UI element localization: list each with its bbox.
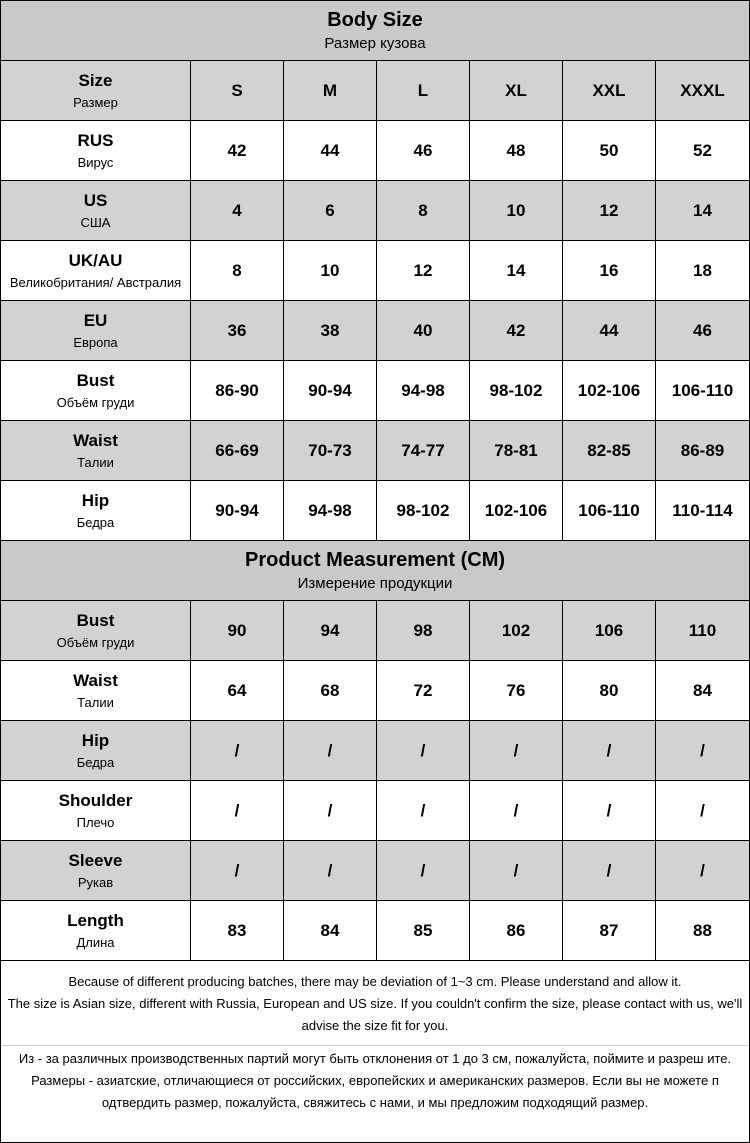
- cell-value: /: [234, 800, 240, 820]
- cell-value: 94-98: [401, 380, 445, 400]
- cell-value: XXL: [592, 80, 626, 100]
- cell-value: /: [700, 860, 705, 880]
- table-cell: [656, 421, 749, 481]
- cell-value: /: [234, 740, 240, 760]
- cell-value: 38: [320, 320, 340, 340]
- cell-value: /: [513, 860, 519, 880]
- row-label-translation: Размер: [73, 94, 118, 110]
- cell-value: 46: [693, 320, 712, 340]
- cell-value: 84: [320, 920, 340, 940]
- row-label: Length: [67, 910, 124, 930]
- table-cell: [656, 301, 749, 361]
- cell-value: 44: [599, 320, 619, 340]
- cell-value: /: [234, 860, 240, 880]
- table-cell: [377, 481, 470, 541]
- cell-value: /: [327, 800, 333, 820]
- row-label-translation: Бедра: [76, 514, 115, 530]
- cell-value: 80: [599, 680, 619, 700]
- row-label-translation: Длина: [76, 934, 115, 950]
- cell-value: 87: [599, 920, 619, 940]
- table-cell: [284, 121, 377, 181]
- table-cell: [563, 901, 656, 961]
- row-label: US: [83, 190, 108, 210]
- cell-value: M: [322, 80, 338, 100]
- table-cell: [470, 901, 563, 961]
- cell-value: 42: [227, 140, 247, 160]
- row-header-cell: [1, 301, 191, 361]
- row-header-cell: [1, 601, 191, 661]
- cell-value: 90-94: [215, 500, 259, 520]
- cell-value: 110: [688, 620, 717, 640]
- table-cell: [470, 781, 563, 841]
- cell-value: 82-85: [587, 440, 631, 460]
- table-cell: [191, 421, 284, 481]
- cell-value: 10: [506, 200, 526, 220]
- table-cell: [656, 361, 749, 421]
- row-label: EU: [83, 310, 108, 330]
- table-cell: [191, 481, 284, 541]
- table-cell: [284, 481, 377, 541]
- cell-value: 64: [227, 680, 247, 700]
- cell-value: 8: [418, 200, 428, 220]
- table-cell: [377, 721, 470, 781]
- table-cell: [284, 901, 377, 961]
- table-cell: [656, 61, 749, 121]
- table-cell: [284, 721, 377, 781]
- table-cell: [656, 781, 749, 841]
- table-cell: [284, 421, 377, 481]
- cell-value: 85: [413, 920, 433, 940]
- cell-value: 72: [413, 680, 433, 700]
- row-label-translation: Великобритания/ Австралия: [9, 274, 182, 290]
- table-cell: [377, 601, 470, 661]
- table-cell: [563, 781, 656, 841]
- cell-value: XXXL: [680, 80, 725, 100]
- table-cell: [377, 61, 470, 121]
- table-cell: [563, 481, 656, 541]
- table-cell: [284, 841, 377, 901]
- cell-value: /: [606, 860, 612, 880]
- table-cell: [284, 61, 377, 121]
- cell-value: 78-81: [494, 440, 538, 460]
- cell-value: 83: [227, 920, 247, 940]
- cell-value: /: [420, 800, 426, 820]
- cell-value: 8: [232, 260, 242, 280]
- table-cell: [656, 121, 749, 181]
- cell-value: 16: [599, 260, 619, 280]
- table-cell: [563, 61, 656, 121]
- table-cell: [563, 421, 656, 481]
- cell-value: 98-102: [396, 500, 450, 520]
- table-cell: [284, 301, 377, 361]
- table-cell: [656, 721, 749, 781]
- table-cell: [377, 301, 470, 361]
- row-header-cell: [1, 361, 191, 421]
- cell-value: 88: [693, 920, 712, 940]
- table-cell: [656, 841, 749, 901]
- table-cell: [377, 361, 470, 421]
- table-cell: [656, 241, 749, 301]
- table-cell: [191, 181, 284, 241]
- cell-value: 74-77: [401, 440, 445, 460]
- table-cell: [377, 421, 470, 481]
- row-label: Hip: [81, 490, 110, 510]
- cell-value: 46: [413, 140, 433, 160]
- table-cell: [563, 241, 656, 301]
- cell-value: /: [513, 740, 519, 760]
- cell-value: 12: [413, 260, 433, 280]
- cell-value: /: [606, 740, 612, 760]
- row-label-translation: Вирус: [77, 154, 114, 170]
- row-header-cell: [1, 721, 191, 781]
- row-label: Bust: [76, 610, 115, 630]
- cell-value: 70-73: [308, 440, 352, 460]
- row-label: Waist: [73, 670, 118, 690]
- row-header-cell: [1, 841, 191, 901]
- row-label-translation: Объём груди: [56, 634, 135, 650]
- cell-value: 102-106: [484, 500, 548, 520]
- table-cell: [470, 661, 563, 721]
- cell-value: /: [327, 740, 333, 760]
- body-size-table: [1, 61, 749, 541]
- row-label-translation: Бедра: [76, 754, 115, 770]
- table-cell: [377, 121, 470, 181]
- table-cell: [470, 421, 563, 481]
- table-cell: [470, 61, 563, 121]
- table-cell: [656, 601, 749, 661]
- table-cell: [470, 361, 563, 421]
- table-cell: [284, 781, 377, 841]
- table-cell: [191, 661, 284, 721]
- row-label-translation: Объём груди: [56, 394, 135, 410]
- table-cell: [563, 601, 656, 661]
- table-cell: [563, 721, 656, 781]
- cell-value: 86-90: [215, 380, 259, 400]
- table-cell: [191, 121, 284, 181]
- table-cell: [563, 361, 656, 421]
- cell-value: /: [513, 800, 519, 820]
- table-cell: [470, 241, 563, 301]
- table-cell: [563, 181, 656, 241]
- cell-value: 106-110: [671, 380, 734, 400]
- cell-value: 50: [599, 140, 619, 160]
- row-header-cell: [1, 781, 191, 841]
- row-header-cell: [1, 421, 191, 481]
- row-label: Hip: [81, 730, 110, 750]
- cell-value: 14: [693, 200, 712, 220]
- table-cell: [191, 781, 284, 841]
- table-cell: [377, 901, 470, 961]
- cell-value: /: [606, 800, 612, 820]
- table-cell: [191, 841, 284, 901]
- table-cell: [284, 601, 377, 661]
- product-measurement-subtitle: Измерение продукции: [297, 575, 453, 592]
- cell-value: /: [327, 860, 333, 880]
- table-cell: [284, 241, 377, 301]
- cell-value: 6: [325, 200, 335, 220]
- table-cell: [284, 361, 377, 421]
- cell-value: /: [420, 860, 426, 880]
- table-cell: [470, 481, 563, 541]
- table-cell: [656, 901, 749, 961]
- table-cell: [470, 121, 563, 181]
- table-cell: [563, 841, 656, 901]
- table-cell: [191, 361, 284, 421]
- cell-value: 40: [413, 320, 433, 340]
- table-cell: [470, 181, 563, 241]
- table-cell: [284, 661, 377, 721]
- cell-value: 14: [506, 260, 526, 280]
- cell-value: 106-110: [578, 500, 640, 520]
- cell-value: 66-69: [215, 440, 259, 460]
- cell-value: L: [417, 80, 429, 100]
- table-cell: [377, 241, 470, 301]
- note-asian-size: The size is Asian size, different with Russia, European and US size. If you couldn't confirm the size, please contact with us, we'll advise the size fit for you.: [7, 996, 743, 1033]
- cell-value: 44: [320, 140, 340, 160]
- row-header-cell: [1, 481, 191, 541]
- row-label: Bust: [76, 370, 115, 390]
- table-cell: [563, 301, 656, 361]
- row-label-translation: Талии: [77, 454, 114, 470]
- product-measurement-table: [1, 601, 749, 961]
- table-cell: [656, 481, 749, 541]
- row-header-cell: [1, 241, 191, 301]
- row-label: Size: [78, 70, 113, 90]
- cell-value: 4: [232, 200, 242, 220]
- cell-value: 48: [506, 140, 526, 160]
- table-cell: [191, 901, 284, 961]
- note-deviation-ru: Из - за различных производственных партий могут быть отклонения от 1 до 3 см, пожалуйста, поймите и разреш ите.: [18, 1051, 732, 1066]
- table-cell: [656, 661, 749, 721]
- cell-value: 86-89: [680, 440, 725, 460]
- row-label-translation: Талии: [77, 694, 114, 710]
- table-cell: [377, 661, 470, 721]
- table-cell: [470, 841, 563, 901]
- row-header-cell: [1, 121, 191, 181]
- table-cell: [377, 181, 470, 241]
- table-cell: [377, 781, 470, 841]
- cell-value: 68: [320, 680, 340, 700]
- product-measurement-header: [1, 541, 749, 601]
- table-cell: [284, 181, 377, 241]
- cell-value: 36: [227, 320, 247, 340]
- row-label: Shoulder: [58, 790, 133, 810]
- row-label-translation: США: [80, 214, 111, 230]
- table-cell: [470, 721, 563, 781]
- body-size-header: [1, 1, 749, 61]
- table-cell: [470, 601, 563, 661]
- cell-value: XL: [505, 80, 527, 100]
- body-size-title: Body Size: [327, 9, 423, 31]
- note-deviation: Because of different producing batches, there may be deviation of 1~3 cm. Please understand and allow it.: [68, 974, 682, 989]
- product-measurement-title: Product Measurement (CM): [244, 549, 506, 571]
- row-header-cell: [1, 181, 191, 241]
- table-cell: [563, 121, 656, 181]
- cell-value: 110-114: [672, 500, 733, 520]
- cell-value: 42: [506, 320, 526, 340]
- cell-value: 52: [693, 140, 712, 160]
- cell-value: 102: [501, 620, 531, 640]
- cell-value: 102-106: [577, 380, 641, 400]
- row-label-translation: Европа: [73, 334, 118, 350]
- row-label: UK/AU: [68, 250, 123, 270]
- cell-value: 84: [693, 680, 712, 700]
- cell-value: 94: [320, 620, 340, 640]
- row-label: Sleeve: [68, 850, 123, 870]
- body-size-subtitle: Размер кузова: [324, 35, 426, 52]
- cell-value: 18: [693, 260, 712, 280]
- row-header-cell: [1, 901, 191, 961]
- table-cell: [656, 181, 749, 241]
- notes-english: [1, 961, 749, 1037]
- cell-value: 94-98: [308, 500, 352, 520]
- cell-value: /: [700, 800, 705, 820]
- cell-value: 12: [599, 200, 619, 220]
- cell-value: 90-94: [308, 380, 352, 400]
- cell-value: 76: [506, 680, 526, 700]
- note-asian-size-ru: Размеры - азиатские, отличающиеся от российских, европейских и американских размеров. Если вы не можете п одтвердить размер, пожалуйста, свяжитесь с нами, и мы предложим подходящий размер.: [31, 1073, 719, 1110]
- row-label-translation: Рукав: [77, 874, 114, 890]
- table-cell: [191, 601, 284, 661]
- cell-value: 86: [506, 920, 526, 940]
- cell-value: 106: [594, 620, 624, 640]
- cell-value: /: [700, 740, 705, 760]
- table-cell: [470, 301, 563, 361]
- row-label: RUS: [77, 130, 114, 150]
- cell-value: 98: [413, 620, 433, 640]
- cell-value: S: [231, 80, 243, 100]
- row-label-translation: Плечо: [76, 814, 115, 830]
- table-cell: [377, 841, 470, 901]
- table-cell: [191, 241, 284, 301]
- row-header-cell: [1, 61, 191, 121]
- table-cell: [191, 301, 284, 361]
- row-header-cell: [1, 661, 191, 721]
- cell-value: 98-102: [489, 380, 543, 400]
- notes-russian: [1, 1045, 749, 1114]
- table-cell: [191, 61, 284, 121]
- cell-value: /: [420, 740, 426, 760]
- cell-value: 10: [320, 260, 340, 280]
- row-label: Waist: [73, 430, 118, 450]
- table-cell: [191, 721, 284, 781]
- cell-value: 90: [227, 620, 247, 640]
- table-cell: [563, 661, 656, 721]
